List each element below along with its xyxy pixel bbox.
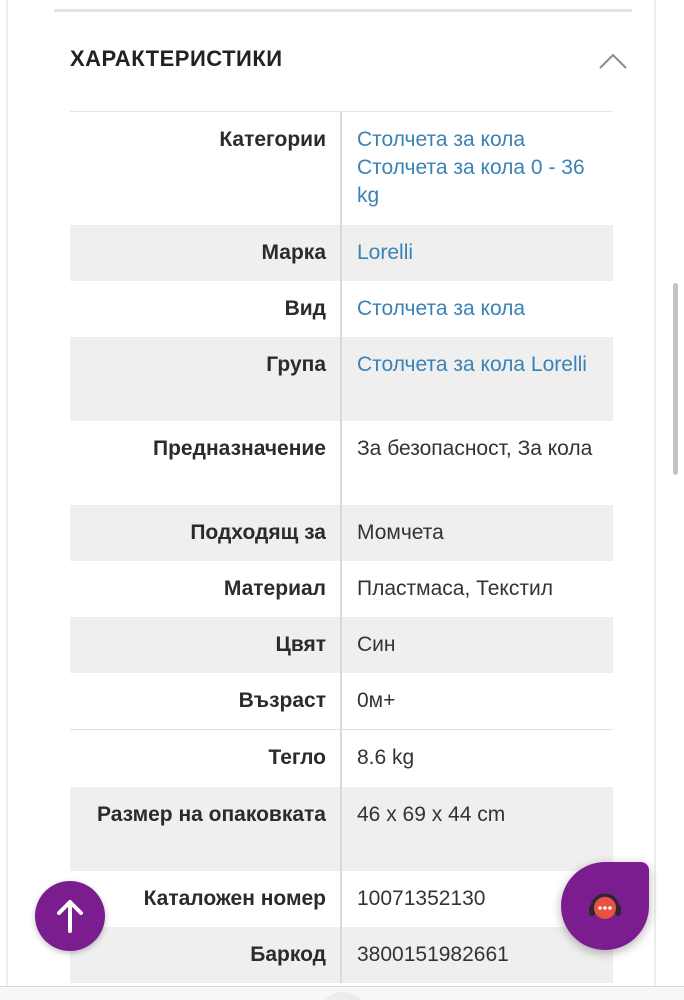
- spec-label: Каталожен номер: [143, 887, 326, 910]
- spec-value: 0м+: [357, 689, 396, 712]
- spec-value-link[interactable]: Столчета за кола Lorelli: [357, 353, 587, 376]
- spec-label: Група: [266, 353, 326, 376]
- spec-value: За безопасност, За кола: [357, 437, 593, 460]
- spec-value: 10071352130: [357, 887, 486, 910]
- spec-value: 8.6 kg: [357, 746, 415, 769]
- spec-label: Тегло: [268, 746, 326, 769]
- spec-value: Син: [357, 633, 396, 656]
- specs-section-header[interactable]: [70, 36, 632, 86]
- specs-table: [70, 111, 613, 983]
- spec-label: Материал: [223, 577, 326, 600]
- spec-row-barcode: [70, 927, 613, 983]
- spec-label: Подходящ за: [190, 521, 326, 544]
- spec-value: Пластмаса, Текстил: [357, 577, 553, 600]
- spec-row-suitable-for: [70, 505, 613, 561]
- spec-row-age: [70, 673, 613, 729]
- chat-bubble-icon: [585, 886, 625, 926]
- spec-label: Предназначение: [153, 437, 326, 460]
- spec-row-color: [70, 617, 613, 673]
- spec-label: Възраст: [238, 689, 326, 712]
- spec-value-link[interactable]: Столчета за кола Столчета за кола 0 - 36 kg: [357, 128, 585, 207]
- spec-row-type: [70, 281, 613, 337]
- spec-value: 3800151982661: [357, 943, 509, 966]
- scrollbar-thumb[interactable]: [673, 283, 678, 475]
- spec-label: Цвят: [275, 633, 326, 656]
- spec-row-group: [70, 337, 613, 421]
- live-chat-button[interactable]: [561, 862, 649, 950]
- spec-value: Момчета: [357, 521, 444, 544]
- spec-label: Баркод: [250, 943, 326, 966]
- spec-label: Размер на опаковката: [97, 803, 326, 826]
- spec-row-catalog-number: [70, 871, 613, 927]
- chevron-up-icon[interactable]: [598, 52, 628, 70]
- scroll-to-top-button[interactable]: [35, 881, 105, 951]
- spec-row-purpose: [70, 421, 613, 505]
- spec-label: Категории: [219, 128, 326, 151]
- spec-row-categories: [70, 112, 613, 225]
- spec-row-material: [70, 561, 613, 617]
- spec-value-link[interactable]: Lorelli: [357, 241, 414, 264]
- arrow-up-icon: [56, 898, 84, 934]
- spec-row-brand: [70, 225, 613, 281]
- spec-row-package-size: [70, 787, 613, 871]
- spec-value: 46 x 69 x 44 cm: [357, 803, 506, 826]
- top-divider: [54, 9, 632, 12]
- spec-row-weight: [70, 729, 613, 787]
- spec-label: Вид: [284, 297, 326, 320]
- left-border: [6, 0, 8, 1000]
- right-border: [654, 0, 656, 1000]
- section-title: ХАРАКТЕРИСТИКИ: [70, 46, 283, 71]
- spec-label: Марка: [261, 241, 326, 264]
- spec-value-link[interactable]: Столчета за кола: [357, 297, 526, 320]
